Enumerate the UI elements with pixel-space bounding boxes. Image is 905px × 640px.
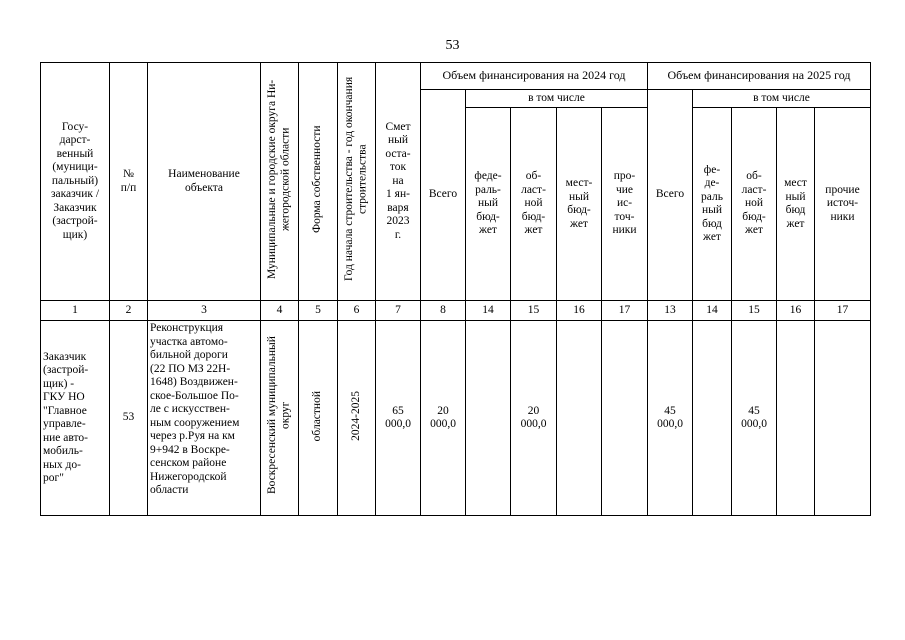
- cell-obl-2024: 20 000,0: [511, 321, 557, 516]
- cell-obl-2025: 45 000,0: [732, 321, 777, 516]
- cell-object-name: Реконструкция участка автомо- бильной дороги (22 ПО МЗ 22Н- 1648) Воздвижен- ское-Большое По- ле с искусствен- ным сооружением через р.Руя на км 9+942 в Воскре- сенском районе Нижегородской области: [148, 321, 261, 516]
- cell-fed-2024: [466, 321, 511, 516]
- cell-num: 53: [110, 321, 148, 516]
- cell-fed-2025: [693, 321, 732, 516]
- header-incl-2024: в том числе: [466, 90, 648, 108]
- cell-other-2024: [602, 321, 648, 516]
- header-obl-2025: об- ласт- ной бюд- жет: [732, 108, 777, 301]
- header-num: № п/п: [110, 63, 148, 301]
- col-num: 3: [148, 301, 261, 321]
- header-ownership: Форма собственности: [299, 63, 338, 301]
- financing-table: [40, 62, 871, 516]
- header-customer: Госу- дарст- венный (муници- пальный) заказчик / Заказчик (застрой- щик): [41, 63, 110, 301]
- cell-total-2024: 20 000,0: [421, 321, 466, 516]
- column-numbers-row: [41, 301, 871, 321]
- col-num: 16: [557, 301, 602, 321]
- col-num: 2: [110, 301, 148, 321]
- col-num: 8: [421, 301, 466, 321]
- header-obl-2024: об- ласт- ной бюд- жет: [511, 108, 557, 301]
- col-num: 4: [261, 301, 299, 321]
- cell-other-2025: [815, 321, 871, 516]
- cell-mest-2025: [777, 321, 815, 516]
- cell-years: 2024-2025: [338, 321, 376, 516]
- col-num: 16: [777, 301, 815, 321]
- col-num: 15: [511, 301, 557, 321]
- cell-ownership: областной: [299, 321, 338, 516]
- header-estimate: Смет ный оста- ток на 1 ян- варя 2023 г.: [376, 63, 421, 301]
- cell-customer: Заказчик (застрой- щик) - ГКУ НО "Главное управле- ние авто- мобиль- ных до- рог": [41, 321, 110, 516]
- page-number: 53: [445, 38, 460, 53]
- header-mest-2024: мест- ный бюд- жет: [557, 108, 602, 301]
- col-num: 13: [648, 301, 693, 321]
- col-num: 17: [815, 301, 871, 321]
- header-total-2024: Всего: [421, 90, 466, 301]
- header-years: Год начала строительства - год окончания строительства: [338, 63, 376, 301]
- table-row: [41, 321, 871, 516]
- col-num: 14: [466, 301, 511, 321]
- header-mest-2025: мест ный бюд жет: [777, 108, 815, 301]
- col-num: 5: [299, 301, 338, 321]
- header-fed-2025: фе- де- раль ный бюд жет: [693, 108, 732, 301]
- header-fin-2025: Объем финансирования на 2025 год: [648, 63, 871, 90]
- header-fin-2024: Объем финансирования на 2024 год: [421, 63, 648, 90]
- header-other-2024: про- чие ис- точ- ники: [602, 108, 648, 301]
- col-num: 15: [732, 301, 777, 321]
- col-num: 7: [376, 301, 421, 321]
- col-num: 14: [693, 301, 732, 321]
- cell-estimate: 65 000,0: [376, 321, 421, 516]
- header-total-2025: Всего: [648, 90, 693, 301]
- header-object-name: Наименование объекта: [148, 63, 261, 301]
- header-municipality: Муниципальные и городские округа Ни-жегородской области: [261, 63, 299, 301]
- col-num: 6: [338, 301, 376, 321]
- cell-mest-2024: [557, 321, 602, 516]
- col-num: 1: [41, 301, 110, 321]
- header-fed-2024: феде- раль- ный бюд- жет: [466, 108, 511, 301]
- cell-municipality: Воскресенский муниципальный округ: [261, 321, 299, 516]
- cell-total-2025: 45 000,0: [648, 321, 693, 516]
- col-num: 17: [602, 301, 648, 321]
- header-incl-2025: в том числе: [693, 90, 871, 108]
- header-other-2025: прочие источ- ники: [815, 108, 871, 301]
- header-row-1: [41, 63, 871, 90]
